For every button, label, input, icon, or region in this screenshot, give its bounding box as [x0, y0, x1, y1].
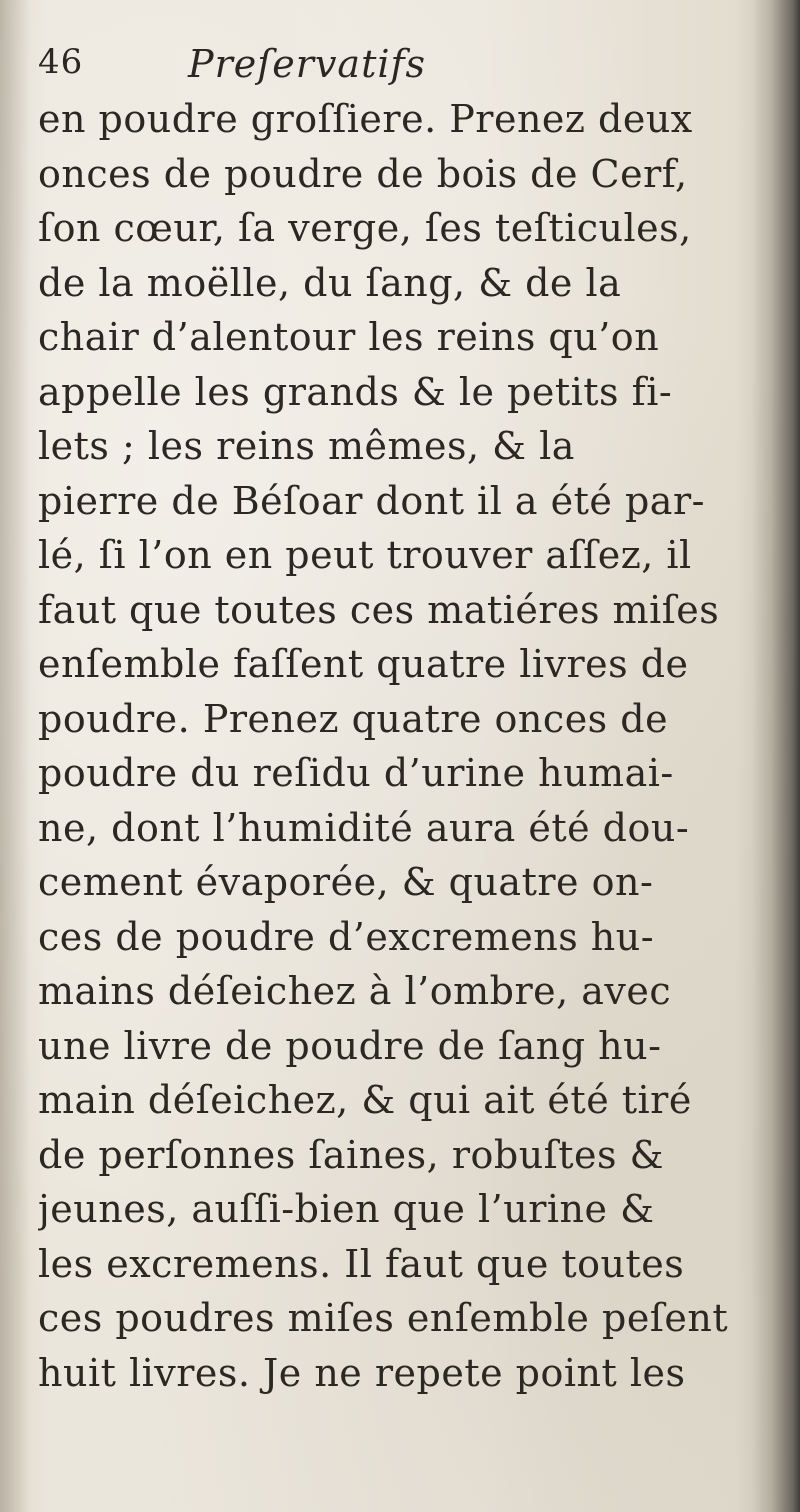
text-line: pierre de Béſoar dont il a été par- [38, 478, 705, 523]
text-line: poudre. Prenez quatre onces de [38, 696, 669, 741]
text-line: enſemble faſſent quatre livres de [38, 642, 689, 686]
text-line: appelle les grands & le petits fi- [38, 369, 673, 414]
text-line: chair d’alentour les reins qu’on [38, 315, 660, 359]
text-line: ces poudres miſes enſemble peſent [38, 1296, 729, 1340]
text-line: de perſonnes ſaines, robuſtes & [38, 1132, 664, 1177]
text-line: lets ; les reins mêmes, & la [38, 424, 575, 468]
text-line: lé, ſi l’on en peut trouver aſſez, il [38, 533, 692, 577]
text-line: poudre du reſidu d’urine humai- [38, 751, 674, 795]
text-line: mains déſeichez à l’ombre, avec [38, 969, 672, 1013]
text-line: huit livres. Je ne repete point les [38, 1350, 686, 1395]
page-left-shadow [0, 0, 30, 1512]
text-line: en poudre groſſiere. Prenez deux [38, 97, 693, 141]
body-text [38, 92, 758, 1400]
text-line: cement évaporée, & quatre on- [38, 860, 654, 904]
page-header [38, 42, 738, 92]
text-line: faut que toutes ces matiéres miſes [38, 587, 720, 632]
text-line: ſon cœur, ſa verge, ſes teſticules, [38, 206, 692, 250]
text-line: ces de poudre d’excremens hu- [38, 914, 655, 959]
text-line: main déſeichez, & qui ait été tiré [38, 1078, 692, 1122]
page-fore-edge [752, 0, 800, 1512]
text-line: ne, dont l’humidité aura été dou- [38, 805, 690, 850]
running-title: Preſervatifs [188, 42, 427, 86]
page-number: 46 [38, 42, 84, 82]
text-line: les excremens. Il faut que toutes [38, 1241, 685, 1286]
text-line: onces de poudre de bois de Cerf, [38, 151, 688, 196]
text-line: de la moëlle, du ſang, & de la [38, 260, 622, 305]
text-line: jeunes, auſſi-bien que l’urine & [38, 1187, 655, 1231]
text-line: une livre de poudre de ſang hu- [38, 1023, 662, 1068]
